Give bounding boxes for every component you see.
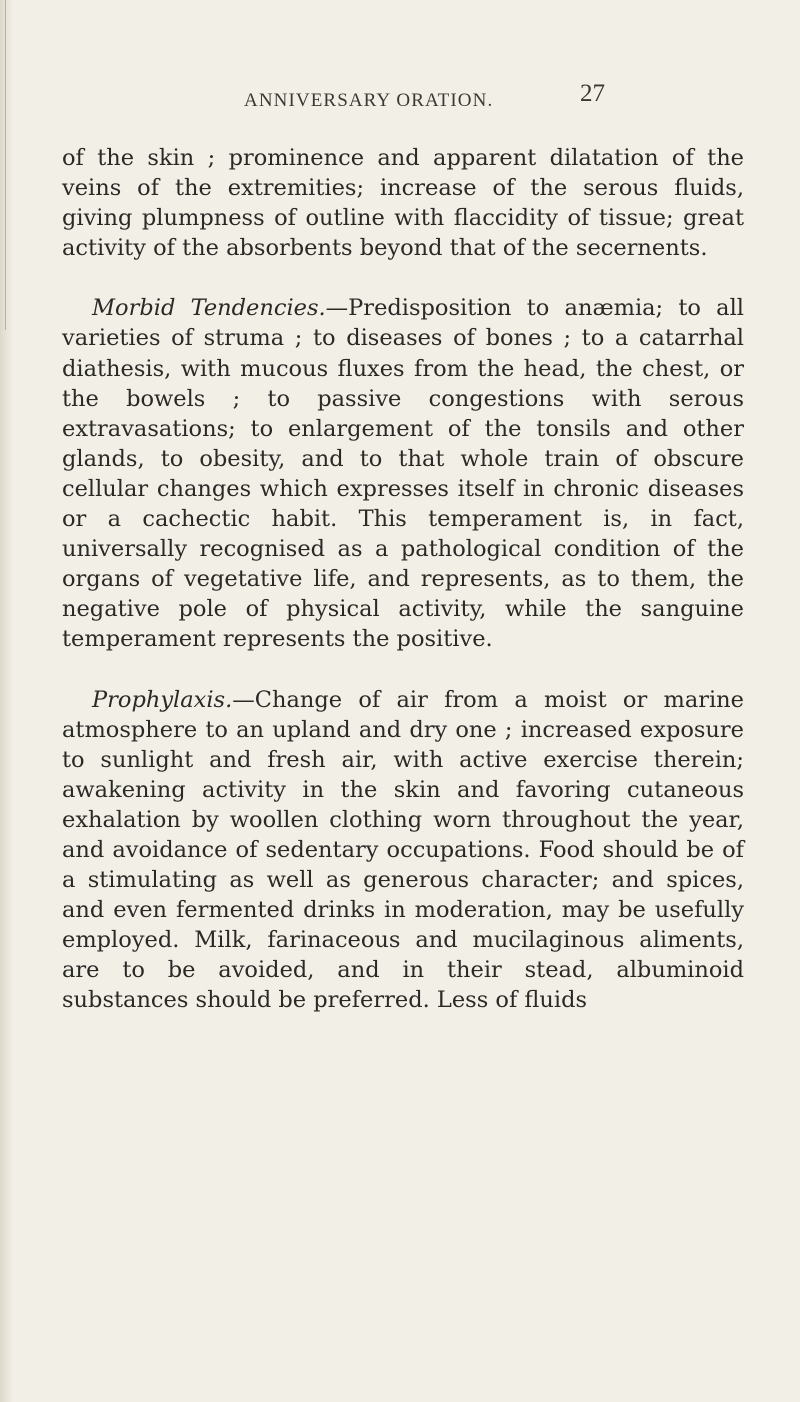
running-head: ANNIVERSARY ORATION.	[244, 90, 494, 111]
paragraph-text: —Predisposition to anæmia; to all varieties of struma ; to diseases of bones ; to a catarrhal diathesis, with mucous fluxes from the head, the chest, or the bowels ; to passive congestions with serous extravasations; to enlargement of the tonsils and other glands, to obesity, and to that whole train of obscure cellular changes which expresses itself in chronic diseases or a cachectic habit. This temperament is, in fact, universally recognised as a pathological condition of the organs of vegetative life, and represents, as to them, the negative pole of physical activity, while the sanguine temperament represents the positive.	[62, 295, 744, 653]
paragraph-text: of the skin ; prominence and apparent dilatation of the veins of the extremities; increase of the serous fluids, giving plumpness of outline with flaccidity of tissue; great activity of the absorbents beyond that of the secernents.	[62, 145, 744, 262]
paragraph-continuation	[62, 143, 744, 263]
section-heading-prophylaxis: Prophylaxis.	[92, 686, 233, 713]
page-number: 27	[580, 80, 605, 107]
section-heading-morbid-tendencies: Morbid Tendencies.	[92, 295, 326, 322]
paragraph-morbid-tendencies	[62, 293, 744, 654]
paragraph-prophylaxis	[62, 685, 744, 1016]
paragraph-text: —Change of air from a moist or marine atmosphere to an upland and dry one ; increased exposure to sunlight and fresh air, with active exercise therein; awakening activity in the skin and favoring cutaneous exhalation by woollen clothing worn throughout the year, and avoidance of sedentary occupations. Food should be of a stimulating as well as generous character; and spices, and even fermented drinks in moderation, may be usefully employed. Milk, farinaceous and mucilaginous aliments, are to be avoided, and in their stead, albuminoid substances should be preferred. Less of fluids	[62, 686, 744, 1014]
body-text	[62, 143, 744, 1016]
page-binding-edge	[0, 0, 14, 1402]
page-header	[0, 80, 800, 118]
